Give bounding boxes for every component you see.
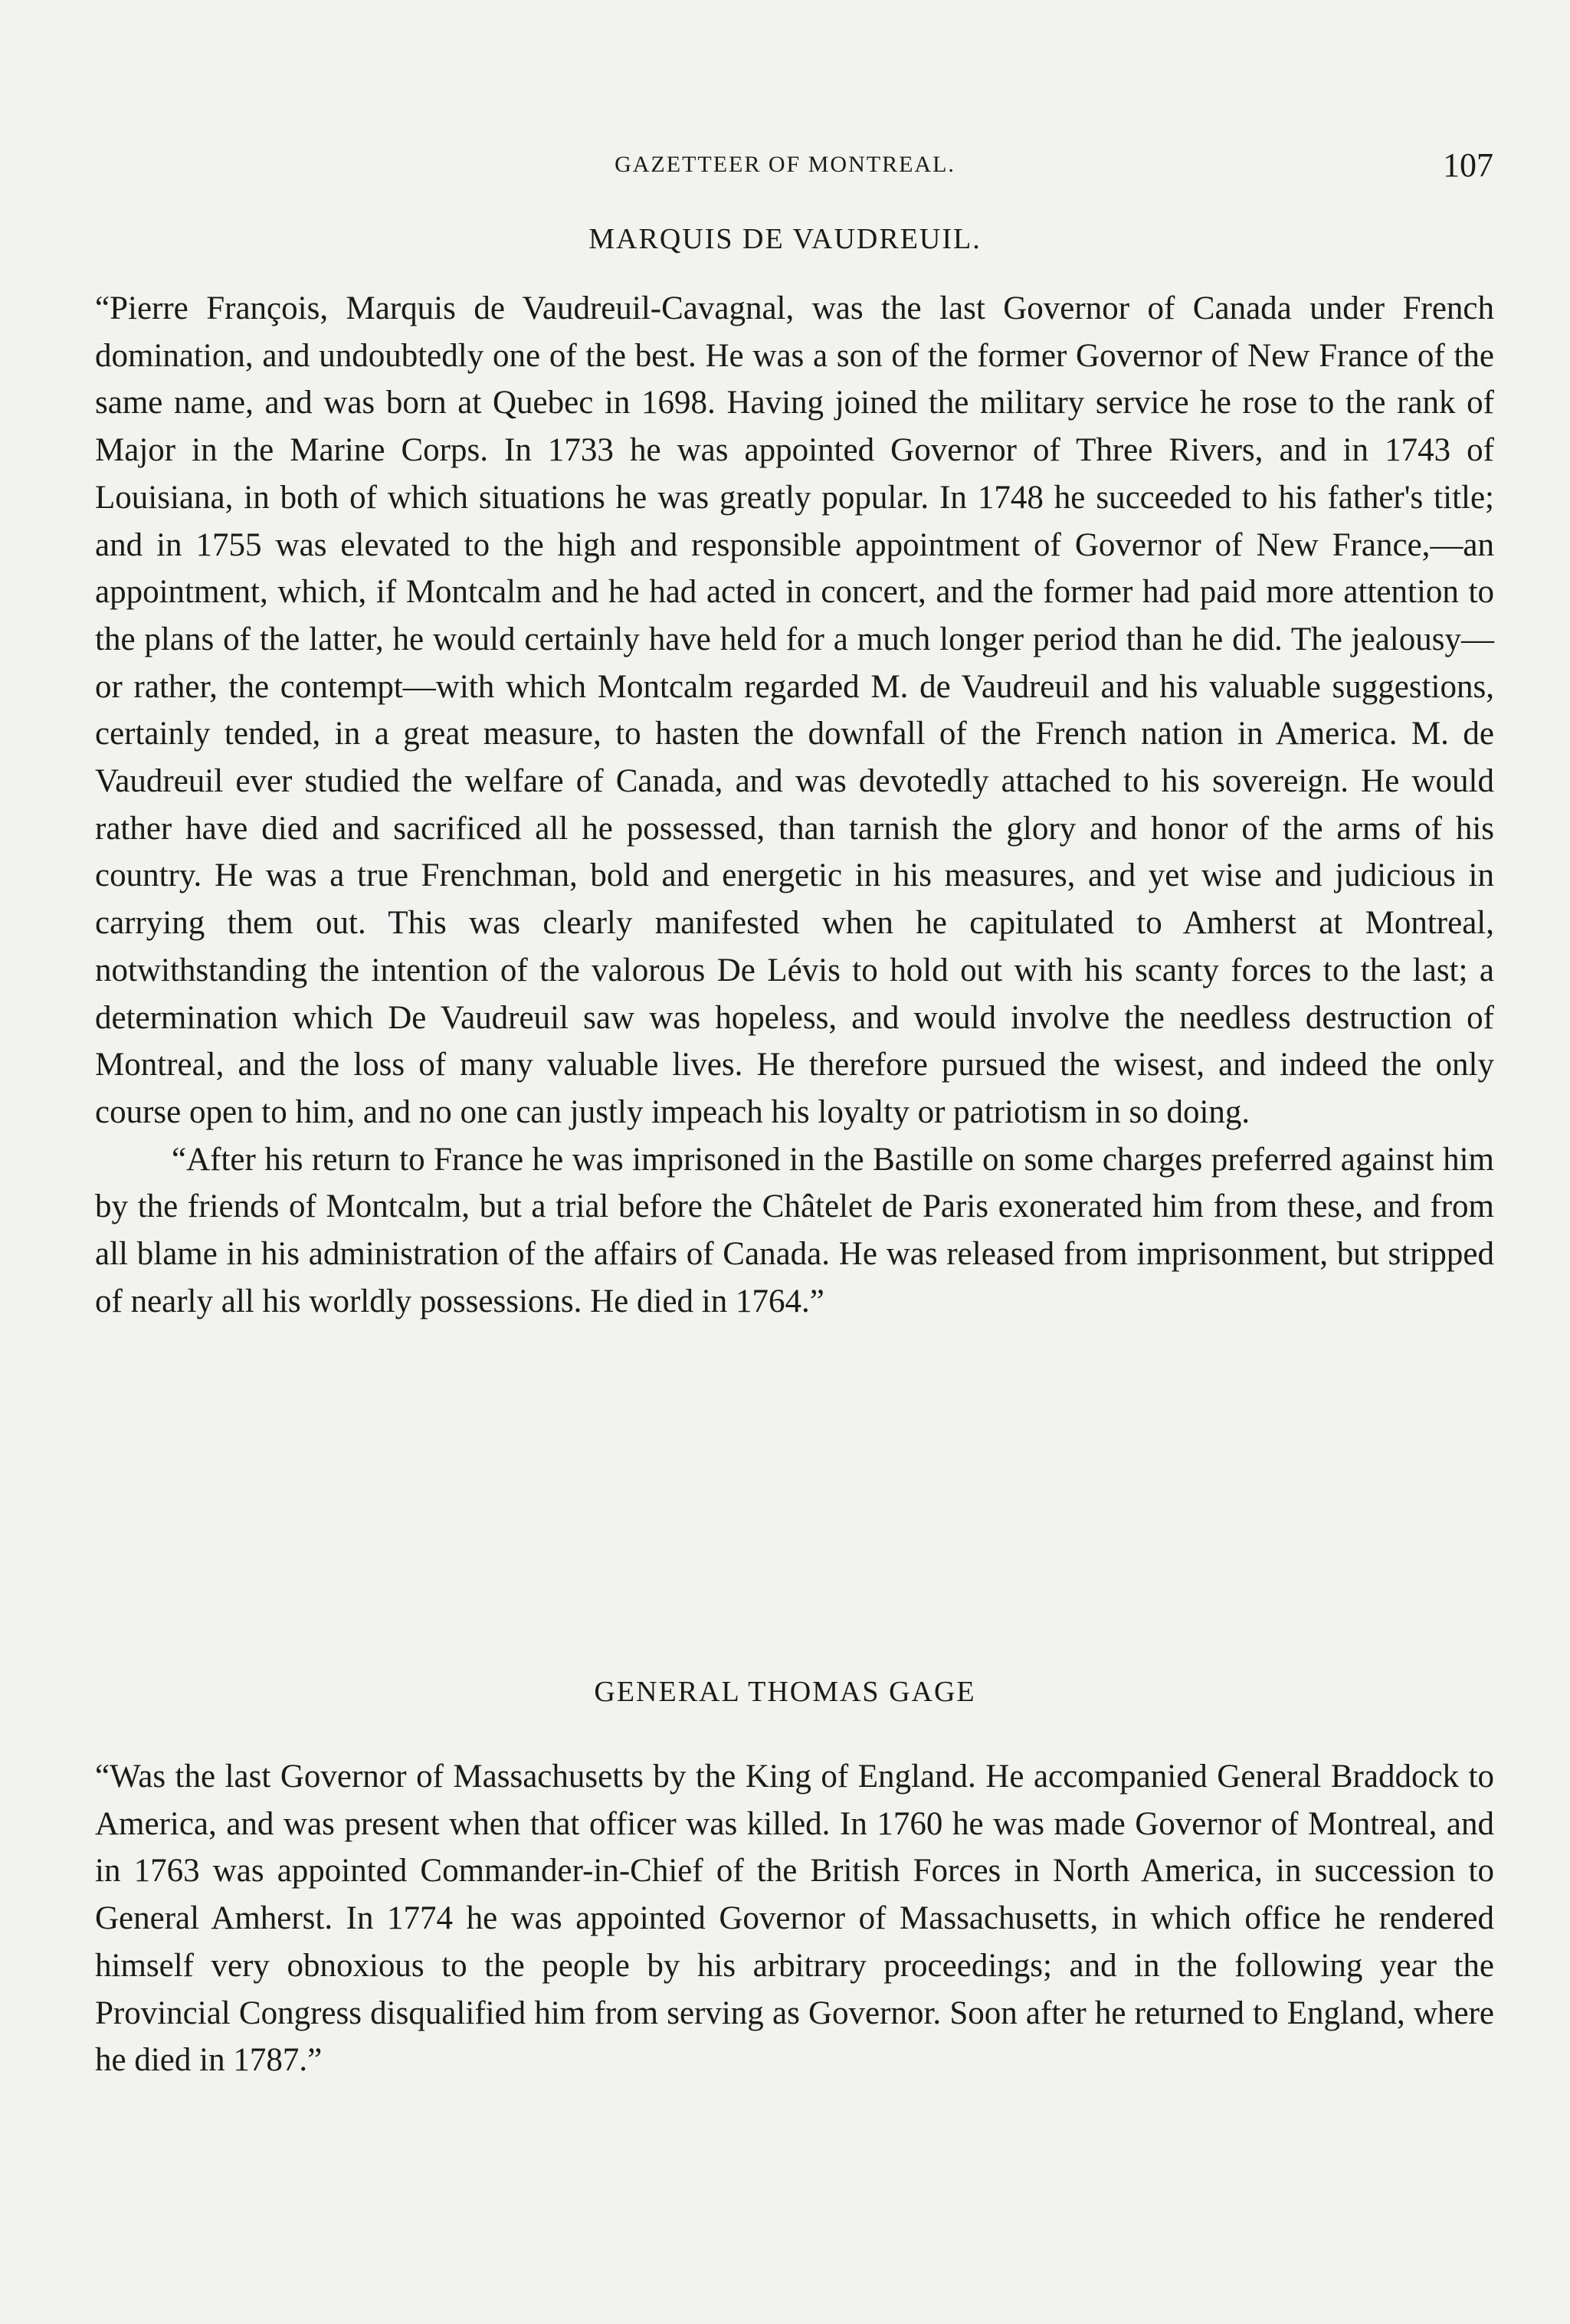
paragraph: “After his return to France he was imprisoned in the Bastille on some charges preferred against him by the friends of Montcalm, but a trial before the Châtelet de Paris exonerated him from these, and from all blame in his administration of the affairs of Canada. He was released from imprisonment, but stripped of nearly all his worldly possessions. He died in 1764.” (95, 1141, 1494, 1319)
section-body-vaudreuil (95, 285, 1494, 1325)
section-title-vaudreuil: MARQUIS DE VAUDREUIL. (588, 223, 982, 255)
running-head (0, 146, 1570, 184)
paragraph: “Pierre François, Marquis de Vaudreuil-Cavagnal, was the last Governor of Canada under French domination, and undoubtedly one of the best. He was a son of the former Governor of New France of the same name, and was born at Quebec in 1698. Having joined the military service he rose to the rank of Major in the Marine Corps. In 1733 he was appointed Governor of Three Rivers, and in 1743 of Louisiana, in both of which situations he was greatly popular. In 1748 he succeeded to his father's title; and in 1755 was elevated to the high and responsible appointment of Governor of New France,—an appointment, which, if Montcalm and he had acted in concert, and the former had paid more attention to the plans of the latter, he would certainly have held for a much longer period than he did. The jealousy—or rather, the contempt—with which Montcalm regarded M. de Vaudreuil and his valuable suggestions, certainly tended, in a great measure, to hasten the downfall of the French nation in America. M. de Vaudreuil ever studied the welfare of Canada, and was devotedly attached to his sovereign. He would rather have died and sacrificed all he possessed, than tarnish the glory and honor of the arms of his country. He was a true Frenchman, bold and energetic in his measures, and yet wise and judicious in carrying them out. This was clearly manifested when he capitulated to Amherst at Montreal, notwithstanding the intention of the valorous De Lévis to hold out with his scanty forces to the last; a determination which De Vaudreuil saw was hopeless, and would involve the needless destruction of Montreal, and the loss of many valuable lives. He therefore pursued the wisest, and indeed the only course open to him, and no one can justly impeach his loyalty or patriotism in so doing. (95, 290, 1494, 1130)
paragraph: “Was the last Governor of Massachusetts by the King of England. He accompanied General Braddock to America, and was present when that officer was killed. In 1760 he was made Governor of Montreal, and in 1763 was appointed Commander-in-Chief of the British Forces in North America, in succession to General Amherst. In 1774 he was appointed Governor of Massachusetts, in which office he rendered himself very obnoxious to the people by his arbitrary proceedings; and in the following year the Provincial Congress disqualified him from serving as Governor. Soon after he returned to England, where he died in 1787.” (95, 1759, 1494, 2079)
section-title-gage: GENERAL THOMAS GAGE (594, 1676, 976, 1708)
page-number: 107 (1443, 146, 1493, 184)
section-body-gage (95, 1753, 1494, 2084)
running-title: GAZETTEER OF MONTREAL. (615, 152, 955, 177)
